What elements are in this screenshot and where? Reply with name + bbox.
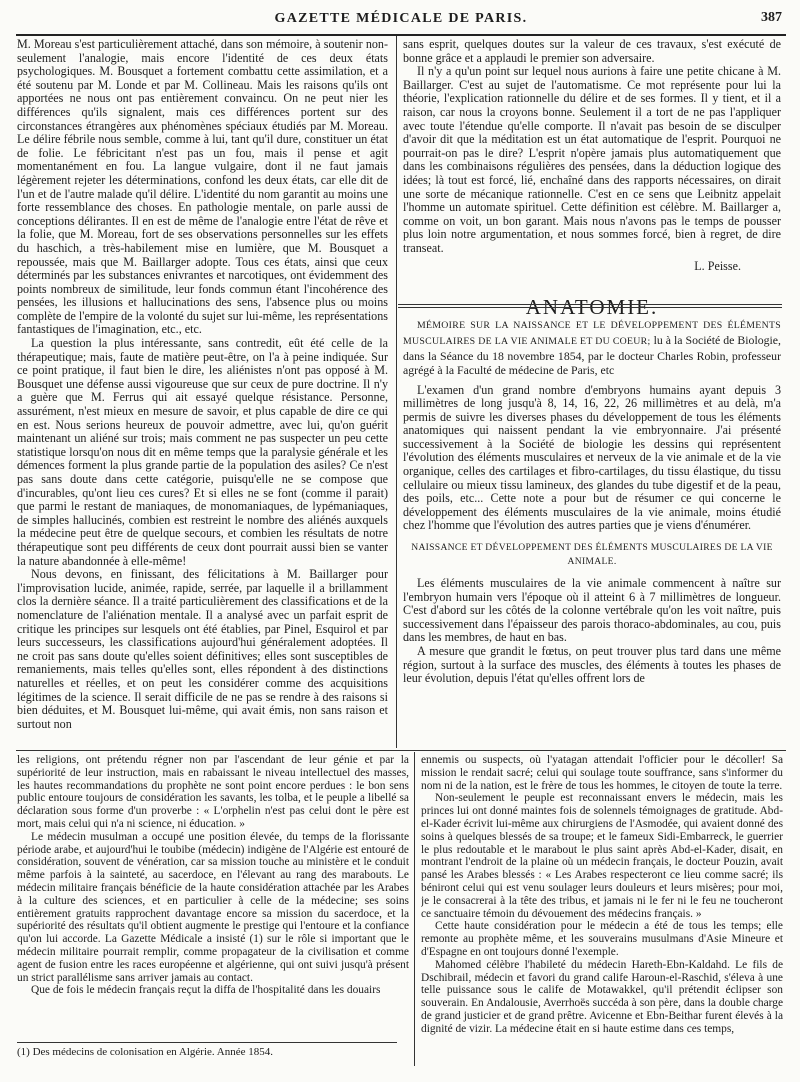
paragraph: Que de fois le médecin français reçut la diffa de l'hospitalité dans les douairs <box>31 984 381 997</box>
journal-title: GAZETTE MÉDICALE DE PARIS. <box>274 11 528 26</box>
section-divider <box>398 307 782 308</box>
paragraph: Le médecin musulman a occupé une position élevée, du temps de la florissante période arabe, et aujourd'hui le toubibe (médecin) indigène de l'Algérie est entouré de considération, souvent de vénération, car sa mission touche au ministère et le conduit même parfois à la sainteté, au sacerdoce, en l'élevant au rang des marabouts. Le médecin militaire français bénéficie de la haute considération attachée par les Arabes à la culture des sciences, et en particulier à celle de la médecine; ses soins entièrement gratuits rapprochent davantage encore sa mission du sacerdoce, et la supériorité des résultats qu'il obtient augmente le prestige qui l'entoure et la confiance qu'on lui accorde. La Gazette Médicale a insisté (1) sur le rôle si important que le médecin militaire pourrait remplir, comme propagateur de la civilisation et comme agent de fusion entre les races européenne et algérienne, qui ont suivi jusqu'à présent un strict parallélisme sans arriver jamais au contact. <box>17 830 409 984</box>
paragraph: Il n'y a qu'un point sur lequel nous aurions à faire une petite chicane à M. Baillarger. C'est au sujet de l'automatisme. Ce mot représente pour lui la théorie, l'explication rationnelle du délire et de ses formes. Il y tient, et il a raison, car nous la croyons bonne. Seulement il a tort de ne pas l'appliquer avec toute l'étendue qu'elle comporte. Il n'avait pas besoin de se disculper d'avoir dit que la méditation est un état automatique de l'esprit. Pourquoi ne pourrait-on pas le dire? L'esprit n'opère jamais plus automatiquement que dans les combinaisons régulières des pensées, dans la déduction logique des idées; là tout est forcé, lié, enchaîné dans des rapports nécessaires, on dirait une sorte de mécanique rationnelle. C'est en ce sens que Leibnitz appelait l'homme un automate spirituel. Cette définition est célèbre. M. Baillarger a, comme on voit, un bon garant. Mais nous n'avons pas le temps de pousser plus loin notre argumentation, et nous sommes forcé, bien à regret, de dire transeat. <box>403 64 781 255</box>
column-divider <box>396 36 397 748</box>
paragraph: L'examen d'un grand nombre d'embryons humains ayant depuis 3 millimètres de long jusqu'à 8, 14, 16, 22, 26 millimètres et au delà, m'a permis de suivre les diverses phases du développement de tous les éléments anatomiques qui naissent pendant la vie embryonnaire. J'ai présenté successivement à la Société de biologie les dessins qui représentent l'évolution des éléments musculaires et nerveux de la vie animale et de la vie organique, celles des cartilages et fibro-cartilages, du tissu élastique, du tissu cellulaire ou mieux tissu lamineux, des glandes du tube digestif et de la peau, des poils, etc... Cette note a pour but de résumer ce qui concerne le développement des éléments musculaires de la vie animale, moins étudié chez l'homme que l'évolution des autres parties que je viens d'énumérer. <box>403 382 781 533</box>
memoire-caps: MÉMOIRE SUR LA NAISSANCE ET LE DÉVELOPPEMENT DES ÉLÉMENTS MUSCULAIRES DE LA VIE ANIMALE ET DU COEUR; <box>403 319 781 347</box>
memoire-heading <box>403 317 781 378</box>
page-number: 387 <box>761 10 782 25</box>
column-4 <box>421 754 783 1064</box>
header-rule <box>16 34 786 36</box>
footnote: (1) Des médecins de colonisation en Algérie. Année 1854. <box>17 1046 273 1058</box>
paragraph: Les éléments musculaires de la vie animale commencent à naître sur l'embryon humain vers l'époque où il atteint 6 à 7 millimètres de longueur. C'est d'abord sur les côtés de la colonne vertébrale qu'on les voit naître, puis successivement dans l'épaisseur des parois thoraco-abdominales, au cou, puis dans les membres, de haut en bas. <box>403 576 781 645</box>
section-divider <box>398 304 782 305</box>
horizontal-divider <box>16 750 786 751</box>
section-title: ANATOMIE. <box>525 295 659 320</box>
signature: L. Peisse. <box>694 258 741 273</box>
column-1 <box>17 38 388 744</box>
paragraph: sans esprit, quelques doutes sur la valeur de ces travaux, s'est exécuté de bonne grâce et a applaudi le premier son adversaire. <box>403 38 781 65</box>
column-3 <box>17 754 409 1042</box>
column-2 <box>403 38 781 744</box>
subsection-heading: NAISSANCE ET DÉVELOPPEMENT DES ÉLÉMENTS MUSCULAIRES DE LA VIE ANIMALE. <box>411 542 773 568</box>
paragraph: les religions, ont prétendu régner non par l'ascendant de leur génie et par la supériorité de leur instruction, mais en rabaissant le niveau intellectuel des masses, les hautes recommandations du prophète ne sont point encore perdues : le bon sens public entoure toujours de considération les savants, les tolba, et le peuple a libellé sa déclaration sous forme d'un proverbe : « L'orphelin n'est pas celui dont le père est mort, mais celui qui n'a ni science, ni éducation. » <box>17 754 409 830</box>
paragraph: Nous devons, en finissant, des félicitations à M. Baillarger pour l'improvisation lucide, animée, rapide, serrée, par laquelle il a brillamment clos la dernière séance. Il a traité particulièrement des classifications et de la nomenclature de l'aliénation mentale. Il a analysé avec un parfait esprit de critique les principes sur lesquels ont été établies, par Pinel, Esquirol et par leurs successeurs, les classifications aujourd'hui généralement adoptées. Il ne croit pas sans doute qu'elles soient définitives; elles sont susceptibles de remaniements, mais telles qu'elles sont, elles répondent à des distinctions naturelles et réelles, et on peut les considérer comme des acquisitions légitimes de la science. Il serait difficile de ne pas se rendre à des raisons si bien déduites, et M. Bousquet lui-même, qui avait émis, non sans raison et surtout non <box>17 567 388 731</box>
paragraph: A mesure que grandit le fœtus, on peut trouver plus tard dans une même région, surtout à la surface des muscles, des éléments à toutes les phases de leur évolution, depuis l'état qu'elles offrent lors de <box>403 644 781 686</box>
page-header <box>16 6 786 28</box>
paragraph: Non-seulement le peuple est reconnaissant envers le médecin, mais les princes lui ont donné maintes fois de solennels témoignages de gratitude. Abd-el-Kader écrivit lui-même aux chirurgiens de l'Asmodée, qui avaient donné des soins à quelques blessés de sa troupe; et le fameux Sidi-Embarreck, le guerrier le plus redoutable et le marabout le plus saint après Abd-el-Kader, disait, en montrant l'endroit de la plaine où un médecin français, le docteur Pouzin, avait pansé les Arabes blessés : « Les Arabes respecteront ce lieu comme sacré; ils béniront celui qui est venu soulager leurs douleurs et leurs misères; pour moi, je le consacrerai à la tête des tribus, et jamais ni le fer ni le feu ne toucheront ce sanctuaire témoin du dévouement des médecins français. » <box>421 792 783 920</box>
footnote-rule <box>17 1042 397 1043</box>
column-divider <box>414 752 415 1066</box>
paragraph: ennemis ou suspects, où l'yatagan attendait l'officier pour le décoller! Sa mission le rendait sacré; celui qui soulage toute souffrance, sans s'informer du nom ni de la nation, est le frère de tous les hommes, le citoyen de toute la terre. <box>421 754 783 792</box>
paragraph: Cette haute considération pour le médecin a été de tous les temps; elle remonte au prophète même, et les souverains musulmans d'Asie Mineure et d'Espagne en ont toujours donné l'exemple. <box>421 920 783 958</box>
paragraph: Mahomed célèbre l'habileté du médecin Hareth-Ebn-Kaldahd. Le fils de Dschibrail, médecin et favori du grand calife Haroun-el-Raschid, s'éleva à une telle puissance sous le calife de Motawakkel, qu'il prétendit éclipser son souverain. En Andalousie, Averrhoës succéda à son père, dans la double charge de grand justicier et de grand prêtre. Avicenne et Ebn-Beithar furent élevés à la dignité de vizir. La médecine était en si haute estime dans ces temps, <box>421 958 783 1035</box>
paragraph: M. Moreau s'est particulièrement attaché, dans son mémoire, à soutenir non-seulement l'analogie, mais encore l'identité de ces deux états psychologiques. M. Bousquet a fortement combattu cette assimilation, et a été soutenu par M. Londe et par M. Collineau. Mais les raisons qu'ils ont apportées ne nous ont pas entièrement convaincu. On ne peut nier les différences qu'ils signalent, mais ces différences portent sur des circonstances étrangères aux phénomènes spéciaux étudiés par M. Moreau. Le délire fébrile nous semble, comme à lui, tant qu'il dure, constituer un état de folie. Le fébricitant n'est pas un fou, mais il pense et agit momentanément en fou. La langue vulgaire, dont il ne faut jamais légèrement rejeter les déterminations, confond les deux états, car elle dit de l'un et de l'autre malade qu'il délire. L'identité du nom garantit au moins une forte ressemblance des choses. En pathologie mentale, on parle aussi de conceptions délirantes. Il en est de même de l'analogie entre l'état de rêve et la folie, que M. Moreau, fort de ses observations personnelles sur les effets du haschich, a très-habilement mise en lumière, que M. Bousquet a repoussée, mais que M. Baillarger adopte. Tous ces états, ainsi que ceux déterminés par les substances enivrantes et narcotiques, ont évidemment des points nombreux de similitude, leur fonds commun étant l'incohérence des pensées, les illusions et hallucinations des sens, l'absence plus ou moins complète de l'empire de la volonté du sujet sur lui-même, les représentations fantastiques de l'imagination, etc., etc. <box>17 38 388 337</box>
memoire-details: lu à la Société de Biologie, dans la Séance du 18 novembre 1854, par le docteur Charles Robin, professeur agrégé à la Faculté de médecine de Paris, etc <box>403 332 781 378</box>
paragraph: La question la plus intéressante, sans contredit, eût été celle de la thérapeutique; mais, faute de matière peut-être, on l'a à peine indiquée. Sur ce point pratique, il faut bien le dire, les aliénistes n'ont pas opposé à M. Bousquet une défense aussi vigoureuse que sur ceux de pure doctrine. Il n'y a guère que M. Ferrus qui ait essayé quelque résistance. Personne, assurément, n'est mieux en mesure de savoir, et plus capable de dire ce qui en est. Nous serions heureux de pouvoir admettre, avec lui, qu'on guérit maintenant un aliéné sur trois; mais comment ne pas suspecter un peu cette statistique lorsqu'on nous dit en même temps que la paralysie générale et les démences forment la plus grande partie de la population des asiles? Ce n'est pas sans doute dans cette catégorie, puisqu'elle ne se compose que d'incurables, qu'ont lieu ces cures? Et si elles ne se font (comme il parait) que parmi le restant de maniaques, de monomaniaques, de lypémaniaques, de simples hallucinés, combien est restreint le nombre des aliénés auxquels la médecine peut être de quelque secours, et combien les résultats de notre thérapeutique sont peu différents de ceux dont pourrait aussi bien se vanter la nature abandonnée à elle-même! <box>17 336 388 568</box>
